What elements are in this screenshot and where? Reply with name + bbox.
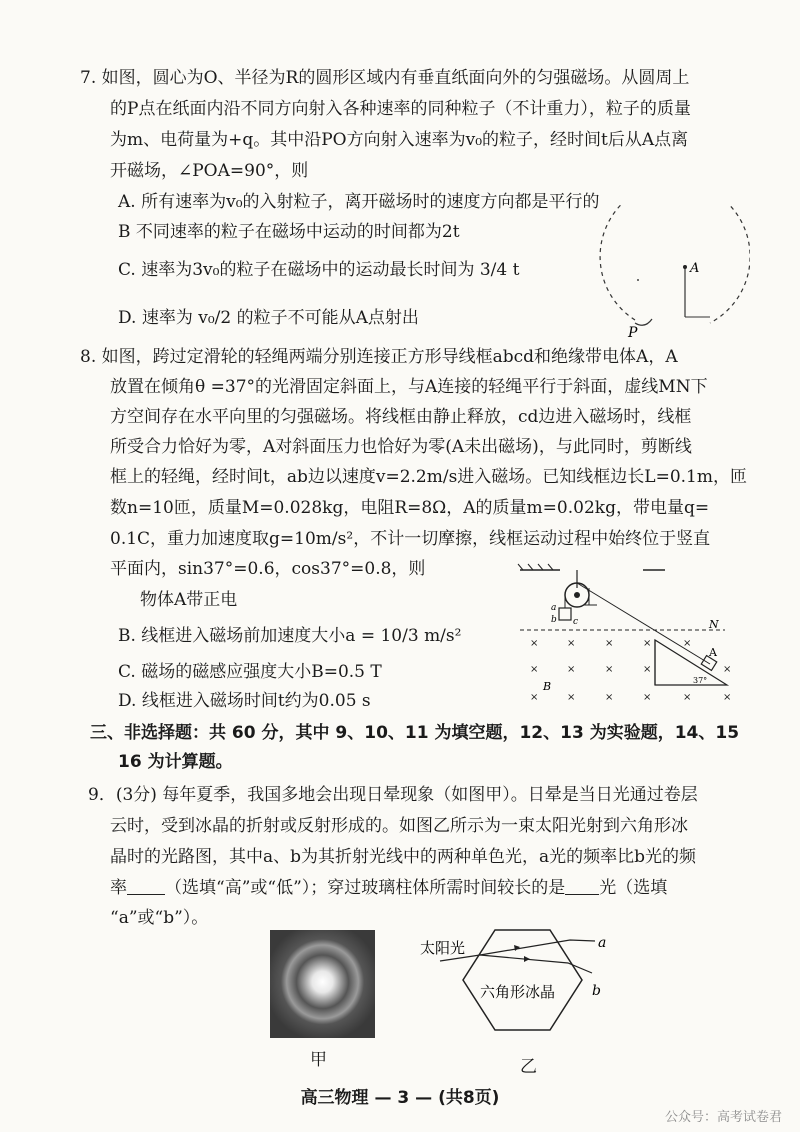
svg-text:×: × — [530, 638, 539, 649]
q9-line1: 9．(3分) 每年夏季，我国多地会出现日晕现象（如图甲）。日晕是当日光通过卷层 — [88, 785, 698, 805]
q7-line1: 7. 如图，圆心为O、半径为R的圆形区域内有垂直纸面向外的匀强磁场。从圆周上 — [80, 68, 690, 88]
q7-option-d: D. 速率为 v₀/2 的粒子不可能从A点射出 — [118, 308, 419, 328]
q7-option-c: C. 速率为3v₀的粒子在磁场中的运动最长时间为 3/4 t — [118, 260, 520, 280]
q8-line7: 0.1C，重力加速度取g=10m/s²，不计一切摩擦，线框运动过程中始终位于竖直 — [110, 529, 711, 549]
q8-line5: 框上的轻绳，经时间t，ab边以速度v=2.2m/s进入磁场。已知线框边长L=0.1m，匝 — [110, 467, 747, 487]
q8-fig-label-c-corner: c — [573, 617, 579, 627]
q8-fig-angle-label: 37° — [693, 676, 708, 685]
q9-caption-yi: 乙 — [520, 1057, 537, 1077]
svg-text:×: × — [567, 692, 576, 703]
svg-text:×: × — [643, 664, 652, 675]
watermark: 公众号：高考试卷君 — [664, 1110, 782, 1125]
q9-line4-end: 光（选填 — [599, 878, 668, 898]
q9-line4 — [110, 880, 667, 897]
q7-line2: 的P点在纸面内沿不同方向射入各种速率的同种粒子（不计重力），粒子的质量 — [110, 99, 691, 119]
q8-fig-label-b-corner: b — [551, 615, 557, 625]
q9-line4-start: 率 — [110, 878, 127, 898]
q8-fig-label-a-corner: a — [551, 603, 557, 613]
q9-line5: “a”或“b”）。 — [110, 908, 209, 928]
svg-text:×: × — [567, 638, 576, 649]
q8-option-c: C. 磁场的磁感应强度大小B=0.5 T — [118, 662, 382, 682]
q8-line3: 方空间存在水平向里的匀强磁场。将线框由静止释放，cd边进入磁场时，线框 — [110, 407, 692, 427]
q8-line1: 8. 如图，跨过定滑轮的轻绳两端分别连接正方形导线框abcd和绝缘带电体A，A — [80, 347, 678, 367]
q9-blank-frequency[interactable] — [127, 880, 165, 895]
svg-text:×: × — [605, 664, 614, 675]
q7-magnetic-circle-figure — [580, 205, 750, 345]
q9-fig-label-b: b — [592, 983, 601, 999]
svg-text:×: × — [530, 664, 539, 675]
q7-line4: 开磁场，∠POA=90°，则 — [110, 161, 309, 181]
q9-line4-middle: （选填“高”或“低”）；穿过玻璃柱体所需时间较长的是 — [165, 878, 566, 898]
q9-halo-photo — [270, 930, 375, 1038]
q8-fig-label-field-b: B — [543, 680, 552, 693]
q8-line2: 放置在倾角θ =37°的光滑固定斜面上，与A连接的轻绳平行于斜面，虚线MN下 — [110, 377, 708, 397]
q8-fig-label-n: N — [709, 618, 719, 631]
page-footer: 高三物理 — 3 — (共8页) — [300, 1088, 500, 1108]
q8-option-a: 物体A带正电 — [140, 590, 238, 610]
q9-line2: 云时，受到冰晶的折射或反射形成的。如图乙所示为一束太阳光射到六角形冰 — [110, 816, 688, 836]
svg-text:×: × — [530, 692, 539, 703]
q7-fig-label-p: P — [628, 325, 638, 341]
svg-text:×: × — [643, 692, 652, 703]
q9-fig-label-a: a — [598, 935, 607, 951]
q8-option-d: D. 线框进入磁场时间t约为0.05 s — [118, 691, 371, 711]
svg-text:×: × — [643, 638, 652, 649]
svg-text:×: × — [567, 664, 576, 675]
q9-caption-jia: 甲 — [310, 1050, 327, 1070]
q8-line4: 所受合力恰好为零，A对斜面压力也恰好为零(A未出磁场)，与此同时，剪断线 — [110, 437, 692, 457]
q8-option-b: B. 线框进入磁场前加速度大小a = 10/3 m/s² — [118, 626, 462, 646]
svg-text:×: × — [605, 638, 614, 649]
q8-line6: 数n=10匝，质量M=0.028kg，电阻R=8Ω，A的质量m=0.02kg，带电量q= — [110, 498, 710, 518]
q7-option-b: B 不同速率的粒子在磁场中运动的时间都为2t — [118, 222, 460, 242]
svg-text:×: × — [683, 692, 692, 703]
section3-heading-line1: 三、非选择题：共 60 分，其中 9、10、11 为填空题，12、13 为实验题，14、15 — [90, 723, 740, 743]
q9-hexagon-crystal-figure — [420, 925, 620, 1055]
section3-heading-line2: 16 为计算题。 — [118, 752, 233, 772]
svg-text:×: × — [605, 692, 614, 703]
q9-line3: 晶时的光路图，其中a、b为其折射光线中的两种单色光，a光的频率比b光的频 — [110, 847, 697, 867]
svg-text:×: × — [683, 638, 692, 649]
svg-text:×: × — [723, 692, 732, 703]
q7-option-a: A. 所有速率为v₀的入射粒子，离开磁场时的速度方向都是平行的 — [118, 192, 600, 212]
q7-fig-label-a: A — [690, 261, 700, 276]
q9-fig-label-crystal: 六角形冰晶 — [480, 983, 556, 1001]
q7-line3: 为m、电荷量为+q。其中沿PO方向射入速率为v₀的粒子，经时间t后从A点离 — [110, 130, 689, 150]
svg-text:×: × — [723, 664, 732, 675]
q8-line8: 平面内，sin37°=0.6，cos37°=0.8，则 — [110, 559, 426, 579]
q9-blank-light[interactable] — [565, 880, 599, 895]
q9-fig-label-sunlight: 太阳光 — [420, 939, 466, 957]
q8-fig-label-body-a: A — [709, 646, 717, 659]
q8-incline-pulley-figure — [515, 560, 745, 710]
